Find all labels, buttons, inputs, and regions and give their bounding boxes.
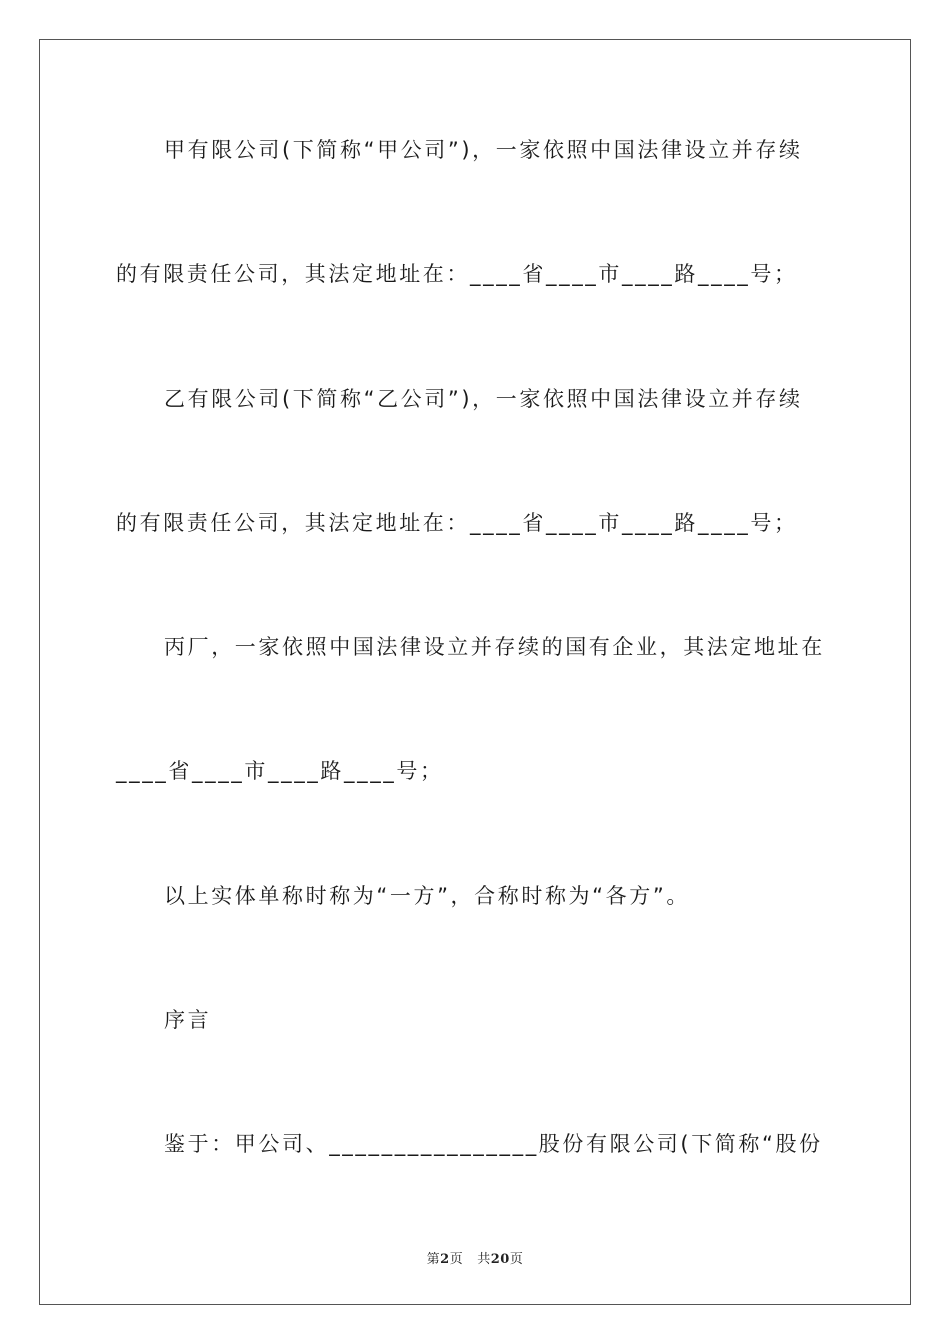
- footer-total-suffix: 页: [509, 1252, 524, 1267]
- footer-page-suffix: 页: [449, 1252, 464, 1267]
- paragraph-definitions: 以上实体单称时称为“一方”，合称时称为“各方”。: [164, 884, 690, 908]
- section-heading-preamble: 序言: [164, 1008, 212, 1032]
- footer-page-number: 2: [440, 1252, 450, 1267]
- paragraph-party-a-line-1: 甲有限公司(下简称“甲公司”)，一家依照中国法律设立并存续: [164, 138, 803, 162]
- footer-total-pages: 20: [490, 1252, 510, 1267]
- page-footer: [0, 1248, 950, 1267]
- paragraph-whereas: 鉴于：甲公司、________________股份有限公司(下简称“股份: [164, 1132, 823, 1156]
- footer-total-prefix: 共: [477, 1252, 491, 1267]
- paragraph-party-c-line-2: ____省____市____路____号；: [116, 759, 444, 783]
- paragraph-party-b-line-1: 乙有限公司(下简称“乙公司”)，一家依照中国法律设立并存续: [164, 387, 803, 411]
- paragraph-party-b-line-2: 的有限责任公司，其法定地址在：____省____市____路____号；: [116, 511, 798, 535]
- footer-page-prefix: 第: [426, 1252, 441, 1267]
- paragraph-party-c-line-1: 丙厂，一家依照中国法律设立并存续的国有企业，其法定地址在: [164, 635, 825, 659]
- paragraph-party-a-line-2: 的有限责任公司，其法定地址在：____省____市____路____号；: [116, 262, 798, 286]
- page-frame: [39, 39, 911, 1305]
